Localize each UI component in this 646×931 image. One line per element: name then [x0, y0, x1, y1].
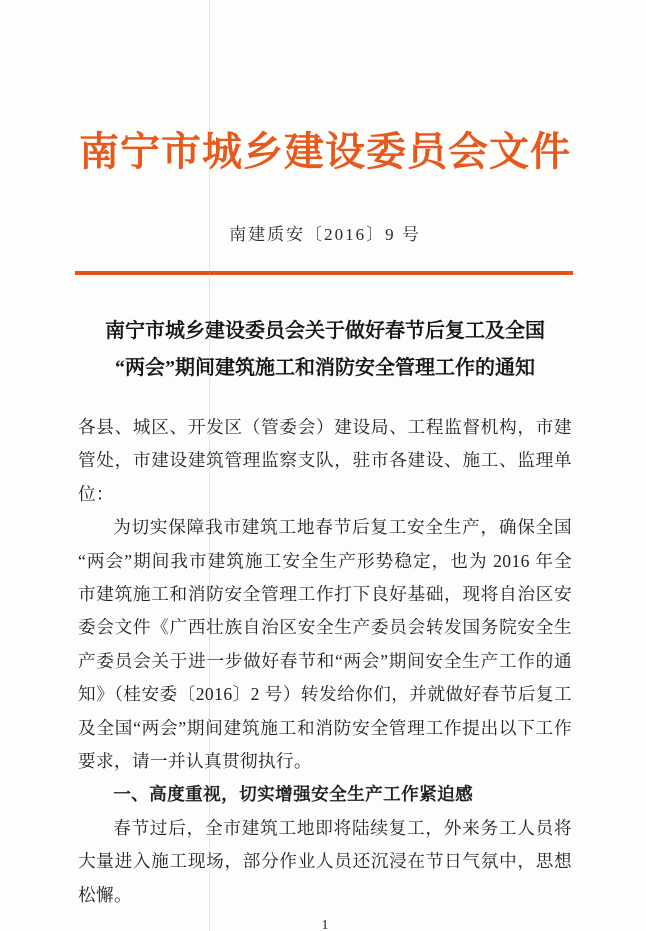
document-title-line2: “两会”期间建筑施工和消防安全管理工作的通知 — [115, 357, 535, 379]
body-paragraph-1: 为切实保障我市建筑工地春节后复工安全生产，确保全国“两会”期间我市建筑施工安全生产形势稳定，也为 2016 年全市建筑施工和消防安全管理工作打下良好基础，现将自治区安委会文件《广西壮族自治区安全生产委员会转发国务院安全生产委员会关于进一步做好春节和“两会”期间安全生产工作的通知》（桂安委〔2016〕2 号）转发给你们，并就做好春节后复工及全国“两会”期间建筑施工和消防安全管理工作提出以下工作要求，请一并认真贯彻执行。 — [78, 517, 572, 772]
section-heading-1: 一、高度重视，切实增强安全生产工作紧迫感 — [113, 784, 474, 805]
recipients-line: 各县、城区、开发区（管委会）建设局、工程监督机构，市建管处，市建设建筑管理监察支队，驻市各建设、施工、监理单位： — [78, 417, 572, 504]
page-number: 1 — [321, 918, 329, 931]
body-paragraph-2: 春节过后，全市建筑工地即将陆续复工，外来务工人员将大量进入施工现场，部分作业人员还沉浸在节日气氛中，思想松懈。 — [78, 817, 572, 905]
document-number: 南建质安〔2016〕9 号 — [229, 225, 421, 244]
letterhead-title: 南宁市城乡建设委员会文件 — [79, 129, 571, 174]
document-body — [78, 411, 572, 912]
document-title-line1: 南宁市城乡建设委员会关于做好春节后复工及全国 — [105, 320, 545, 342]
document-title — [78, 313, 572, 387]
red-divider-rule — [75, 271, 573, 275]
